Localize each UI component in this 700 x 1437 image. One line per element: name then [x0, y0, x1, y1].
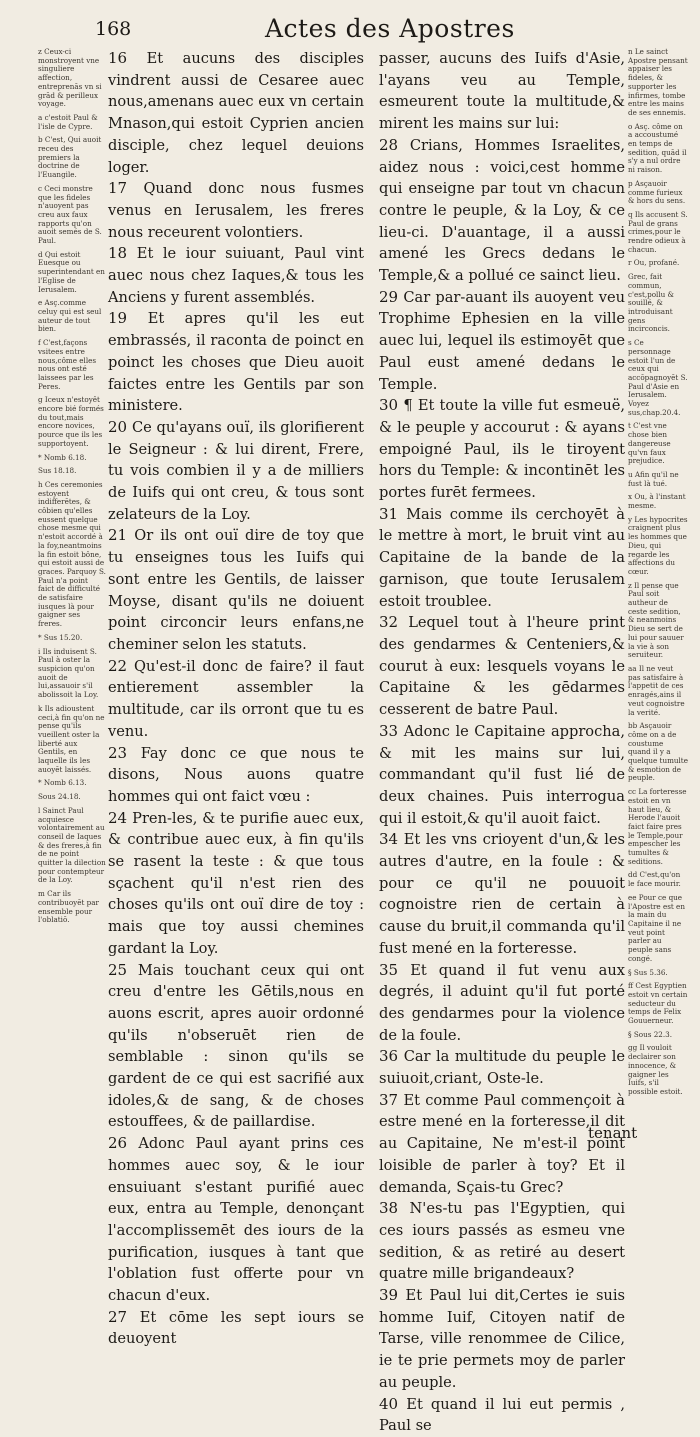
verse-paragraph: [108, 308, 364, 417]
verse-text: Et cōme les sept iours se deuoyent: [108, 1308, 365, 1348]
margin-note: r Ou, profané.: [628, 258, 680, 268]
margin-note: § Sus 5.36.: [628, 967, 668, 977]
verse-text: Quand donc nous fusmes venus en Ierusalem, les freres nous receurent volontiers.: [108, 180, 364, 241]
verse-number: 28: [379, 135, 410, 154]
verse-paragraph: [379, 135, 625, 287]
verse-text: ¶ Et toute la ville fut esmeuë, & le peuple y accourut : & ayans empoigné Paul, ils le tiroyent hors du Temple: & incontinēt les portes furēt fermees.: [379, 397, 625, 502]
margin-note: * Sus 15.20.: [38, 632, 83, 642]
verse-paragraph: [108, 525, 364, 655]
margin-note: Sus 18.18.: [38, 466, 77, 476]
verse-text: Et Paul lui dit,Certes ie suis homme Iuif, Citoyen natif de Tarse, ville renommee de Cilice, ie te prie permets moy de parler au peuple.: [379, 1287, 625, 1391]
page-number: 168: [95, 18, 132, 40]
verse-paragraph: [108, 48, 364, 178]
verse-paragraph: [379, 960, 625, 1047]
verse-number: 36: [379, 1047, 404, 1066]
verse-text: N'es-tu pas l'Egyptien, qui ces iours passés as esmeu vne sedition, & as retiré au desert quatre mille brigandeaux?: [379, 1200, 625, 1283]
verse-text: Car par-auant ils auoyent veu Trophime Ephesien en la ville auec lui, lequel ils estimoyēt que Paul eust amené dedans le Temple.: [379, 288, 625, 393]
verse-number: 37: [379, 1090, 404, 1109]
verse-number: 23: [108, 743, 141, 762]
verse-number: 19: [108, 309, 148, 328]
margin-note: * Nomb 6.13.: [38, 778, 87, 788]
verse-paragraph: [108, 960, 364, 1134]
verse-text: passer, aucuns des Iuifs d'Asie, l'ayans veu au Temple, esmeurent toute la multitude,& mirent les mains sur lui:: [379, 50, 625, 133]
verse-number: 32: [379, 613, 409, 632]
verse-text: Crians, Hommes Israelites, aidez nous : voici,cest homme qui enseigne par tout vn chacun contre le peuple, & la Loy, & ce lieu-ci. D'auantage, il a aussi amené les Grecs dedans le Temple,& a pollué ce sainct lieu.: [379, 136, 626, 285]
verse-paragraph: [379, 829, 625, 959]
margin-note: a c'estoit Paul & l'isle de Cypre.: [38, 112, 98, 131]
margin-note: x Ou, à l'instant mesme.: [628, 492, 686, 511]
verse-paragraph: [379, 1198, 625, 1285]
right-text-column: [379, 48, 625, 1437]
margin-note: dd C'est,qu'on le face mourir.: [628, 870, 681, 889]
verse-number: 39: [379, 1286, 406, 1305]
verse-paragraph: [379, 395, 625, 504]
verse-text: Mais touchant ceux qui ont creu d'entre les Gētils,nous en auons escrit, apres auoir ordonné qu'ils n'obseruēt rien de semblable : sinon qu'ils se gardent de ce qui est sacrifié aux idoles,& de sang, & de choses estouffees, & de paillardise.: [108, 961, 364, 1131]
margin-note: ff Cest Egyptien estoit vn certain seducteur du temps de Felix Gouuerneur.: [628, 981, 688, 1026]
verse-text: Adonc Paul ayant prins ces hommes auec soy, & le iour ensuiuant s'estant purifié auec eux, entra au Temple, denonçant l'accomplissemēt des iours de la purification, iusques à tant que l'oblation fust offerte pour vn chacun d'eux.: [108, 1135, 364, 1305]
verse-paragraph: [379, 1394, 625, 1437]
margin-note: z Il pense que Paul soit autheur de ceste sedition, & neanmoins Dieu se sert de lui pour sauuer la vie à son seruiteur.: [628, 580, 684, 660]
verse-paragraph: [379, 287, 625, 396]
verse-text: Et apres qu'il les eut embrassés, il raconta de poinct en poinct les choses que Dieu auoit faictes entre les Gentils par son ministere.: [108, 310, 364, 415]
verse-paragraph: [379, 721, 625, 830]
verse-paragraph: [108, 656, 364, 743]
margin-note: e Asç.comme celuy qui est seul auteur de tout bien.: [38, 298, 102, 334]
margin-note: cc La forteresse estoit en vn haut lieu, & Herode l'auoit faict faire pres le Temple,pour empescher les tumultes & seditions.: [628, 787, 687, 866]
verse-number: 35: [379, 960, 411, 979]
verse-text: Fay donc ce que nous te disons, Nous auons quatre hommes qui ont faict vœu :: [108, 744, 364, 805]
verse-text: Mais comme ils cerchoyēt à le mettre à mort, le bruit vint au Capitaine de la bande de la garnison, que toute Ierusalem estoit troublee.: [379, 505, 625, 610]
margin-note: b C'est, Qui auoit receu des premiers la doctrine de l'Euangile.: [38, 135, 102, 180]
verse-number: 38: [379, 1199, 410, 1218]
margin-note: Grec, fait commun, c'est,pollu & souillé, & introduisant gens incirconcis.: [628, 272, 674, 334]
page-header: [0, 8, 700, 48]
margin-note: g Iceux n'estoyêt encore bié formés du tout,mais encore novices, pource que ils les supportoyent.: [38, 395, 104, 448]
verse-number: 31: [379, 504, 407, 523]
verse-number: 24: [108, 808, 133, 827]
verse-paragraph: [379, 1285, 625, 1394]
margin-note: s Ce personnage estoit l'un de ceux qui accōpagnoyēt S. Paul d'Asie en Ierusalem. Voyez sus,chap.20.4.: [628, 338, 688, 417]
verse-text: Pren-les, & te purifie auec eux, & contribue auec eux, à fin qu'ils se rasent la teste : & que tous sçachent qu'il n'est rien des choses qu'ils ont ouï dire de toy : mais que toy aussi chemines gardant la Loy.: [108, 809, 364, 957]
verse-text: Et les vns crioyent d'un,& les autres d'autre, en la foule : & pour ce qu'il ne pouuoit cognoistre rien de certain à cause du bruit,il commanda qu'il fust mené en la forteresse.: [379, 831, 625, 957]
margin-note: h Ces ceremonies estoyent indifferētes, & côbien qu'elles eussent quelque chose mesme qui n'estoit accordé à la foy,neantmoins la fin estoit bône, qui estoit aussi de graces. Parquoy S. Paul n'a point faict de difficulté de satisfaire iusques là pour gaigner ses freres.: [38, 479, 106, 629]
margin-note: c Ceci monstre que les fideles n'auoyent pas creu aux faux rapports qu'on auoit semés de S. Paul.: [38, 183, 102, 246]
verse-text: Et aucuns des disciples vindrent aussi de Cesaree auec nous,amenans auec eux vn certain Mnason,qui estoit Cyprien ancien disciple, chez lequel deuions loger.: [108, 50, 364, 176]
verse-number: 20: [108, 417, 132, 436]
verse-text: Et quand il lui eut permis , Paul se: [379, 1395, 626, 1435]
verse-number: 16: [108, 49, 147, 67]
verse-number: 27: [108, 1307, 140, 1326]
margin-note: y Les hypocrites craignent plus les hommes que Dieu, qui regarde les affections du cœur.: [628, 514, 688, 576]
left-margin-notes: [38, 48, 106, 930]
verse-paragraph: [379, 504, 625, 613]
left-text-column: [108, 48, 364, 1350]
margin-note: p Asçauoir comme furieux & hors du sens.: [628, 178, 686, 206]
margin-note: m Car ils contribuoyēt par ensemble pour l'oblatiō.: [38, 889, 99, 925]
verse-number: 25: [108, 960, 138, 979]
verse-paragraph: [108, 808, 364, 960]
verse-paragraph: [108, 1307, 364, 1350]
margin-note: z Ceux-ci monstroyent vne singuliere affection, entreprenās vn si grād & perilleux voyage.: [38, 47, 102, 109]
verse-text: Qu'est-il donc de faire? il faut entierement assembler la multitude, car ils orront que tu es venu.: [108, 657, 364, 740]
verse-number: 17: [108, 179, 144, 198]
margin-note: t C'est vne chose bien dangereuse qu'vn faux prejudice.: [628, 421, 671, 466]
verse-paragraph: [108, 1133, 364, 1307]
margin-note: d Qui estoit Euesque ou superintendant en l'Eglise de Ierusalem.: [38, 249, 105, 294]
margin-note: ee Pour ce que l'Apostre est en la main du Capitaine il ne veut point parler au peuple sans congé.: [628, 892, 685, 963]
verse-text: Et le iour suiuant, Paul vint auec nous chez Iaques,& tous les Anciens y furent assemblés.: [108, 245, 364, 306]
right-margin-notes: [628, 48, 688, 1102]
verse-number: 22: [108, 656, 134, 675]
running-title: Actes des Apostres: [265, 14, 515, 43]
verse-paragraph: [379, 612, 625, 721]
verse-number: 34: [379, 830, 404, 849]
margin-note: Sous 24.18.: [38, 792, 81, 802]
verse-text: Ce qu'ayans ouï, ils glorifierent le Seigneur : & lui dirent, Frere, tu vois combien il y a de milliers de Iuifs qui ont creu, & tous sont zelateurs de la Loy.: [108, 418, 364, 523]
margin-note: bb Asçauoir côme on a de coustume quand il y a quelque tumulte & esmotion de peuple.: [628, 721, 688, 783]
margin-note: § Sous 22.3.: [628, 1029, 673, 1039]
verse-paragraph: [108, 417, 364, 526]
verse-number: 21: [108, 526, 135, 545]
verse-text: Lequel tout à l'heure print des gendarmes & Centeniers,& courut à eux: lesquels voyans le Capitaine & les gēdarmes cesserent de batre Paul.: [379, 614, 625, 719]
verse-number: 40: [379, 1394, 407, 1413]
verse-paragraph: [108, 243, 364, 308]
verse-number: 33: [379, 721, 404, 740]
verse-paragraph: [108, 743, 364, 808]
margin-note: aa Il ne veut pas satisfaire à l'appetit de ces enragés,ains il veut cognoistre la verité.: [628, 664, 685, 717]
verse-number: 26: [108, 1134, 139, 1153]
verse-text: Et quand il fut venu aux degrés, il aduint qu'il fut porté des gendarmes pour la violence de la foule.: [379, 961, 626, 1044]
margin-note: l Sainct Paul acquiesce volontairement au conseil de Iaques & des freres,à fin de ne point quitter la dilection pour contempteur de la Loy.: [38, 805, 106, 885]
catchword: tenant: [588, 1124, 638, 1142]
verse-paragraph: [379, 1046, 625, 1089]
verse-text: Car la multitude du peuple le suiuoit,criant, Oste-le.: [379, 1048, 625, 1088]
verse-number: 29: [379, 287, 404, 306]
verse-paragraph: [379, 48, 625, 135]
margin-note: i Ils induisent S. Paul à oster la suspicion qu'on auoit de lui,assauoir s'il abolissoit la Loy.: [38, 646, 99, 700]
margin-note: k Ils adioustent ceci,à fin qu'on ne pense qu'ils vueillent oster la liberté aux Gentils, en laquelle ils les auoyēt laissés.: [38, 703, 105, 774]
margin-note: n Le sainct Apostre pensant appaiser les fideles, & supporter les infirmes, tombe entre les mains de ses ennemis.: [628, 47, 688, 117]
verse-text: Or ils ont ouï dire de toy que tu enseignes tous les Iuifs qui sont entre les Gentils, de laisser Moyse, disant qu'ils ne doiuent point circoncir leurs enfans,ne cheminer selon les statuts.: [108, 527, 364, 653]
margin-note: f C'est,façons vsitees entre nous,côme elles nous ont esté laissees par les Peres.: [38, 338, 97, 391]
verse-number: 30: [379, 396, 404, 415]
verse-number: 18: [108, 244, 137, 263]
margin-note: q Ils accusent S. Paul de grans crimes,pour le rendre odieux à chacun.: [628, 209, 688, 254]
margin-note: u Afin qu'il ne fust là tué.: [628, 469, 679, 488]
verse-text: Et comme Paul commençoit à estre mené en la forteresse,il dit au Capitaine, Ne m'est-il point loisible de parler à toy? Et il demanda, Sçais-tu Grec?: [379, 1091, 625, 1196]
verse-paragraph: [379, 1090, 625, 1199]
margin-note: gg Il vouloit declairer son innocence, & gaigner les Iuifs, s'il possible estoit.: [628, 1043, 683, 1096]
verse-paragraph: [108, 178, 364, 243]
margin-note: * Nomb 6.18.: [38, 452, 87, 462]
verse-text: Adonc le Capitaine approcha, & mit les mains sur lui, commandant qu'il fust lié de deux chaines. Puis interrogua qui il estoit,& qu'il auoit faict.: [379, 722, 625, 827]
margin-note: o Asç. côme on a accoustumé en temps de sedition, quād il s'y a nul ordre ni raison.: [628, 121, 687, 175]
